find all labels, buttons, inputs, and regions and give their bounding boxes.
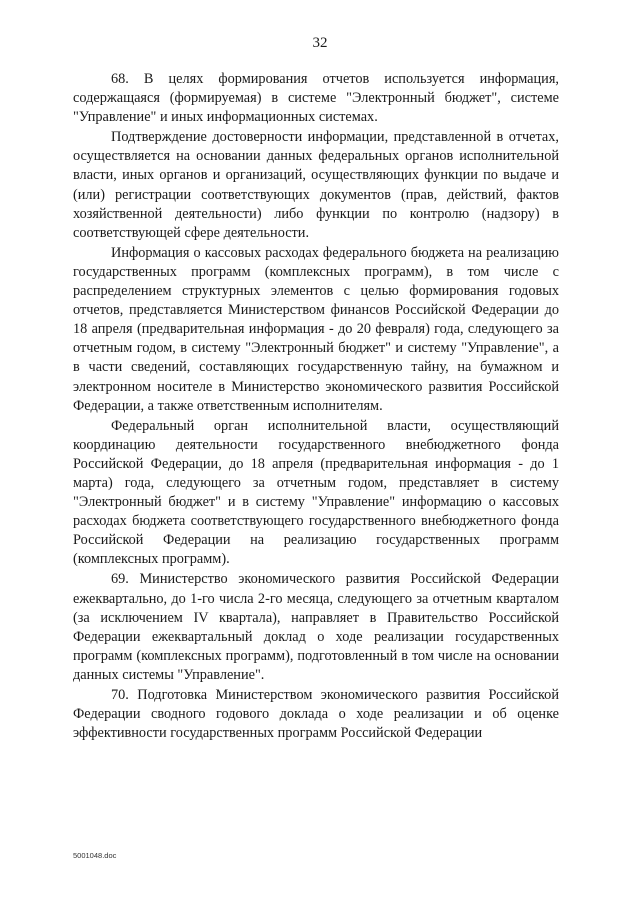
page-number: 32 [312,35,328,51]
footer-filename: 5001048.doc [73,851,117,860]
paragraph-70: 70. Подготовка Министерством экономического развития Российской Федерации сводного годового доклада о ходе реализации и об оценке эффективности государственных программ Российской Федерации [73,687,559,742]
paragraph-68: 68. В целях формирования отчетов используется информация, содержащаяся (формируемая) в системе "Электронный бюджет", системе "Управление" и иных информационных системах. [73,71,559,126]
document-body [73,70,559,744]
paragraph-verification: Подтверждение достоверности информации, представленной в отчетах, осуществляется на основании данных федеральных органов исполнительной власти, иных органов и организаций, осуществляющих функции по выдаче и (или) регистрации соответствующих документов (прав, действий, фактов хозяйственной деятельности) либо функции по контролю (надзору) в соответствующей сфере деятельности. [73,129,559,241]
paragraph-69: 69. Министерство экономического развития Российской Федерации ежеквартально, до 1-го числа 2-го месяца, следующего за отчетным кварталом (за исключением IV квартала), направляет в Правительство Российской Федерации ежеквартальный доклад о ходе реализации государственных программ (комплексных программ), подготовленный в том числе на основании данных системы "Управление". [73,571,559,683]
paragraph-extrabudgetary-fund: Федеральный орган исполнительной власти, осуществляющий координацию деятельности государственного внебюджетного фонда Российской Федерации, до 18 апреля (предварительная информация - до 1 марта) года, следующего за отчетным годом, представляет в систему "Электронный бюджет" и в систему "Управление" информацию о кассовых расходах бюджета соответствующего государственного внебюджетного фонда Российской Федерации на реализацию государственных программ (комплексных программ). [73,417,559,568]
paragraph-federal-budget-info: Информация о кассовых расходах федерального бюджета на реализацию государственных программ (комплексных программ), в том числе с распределением структурных элементов с целью формирования годовых отчетов, представляется Министерством финансов Российской Федерации до 18 апреля (предварительная информация - до 20 февраля) года, следующего за отчетным годом, в систему "Электронный бюджет" и систему "Управление", а в части сведений, составляющих государственную тайну, на бумажном и электронном носителе в Министерство экономического развития Российской Федерации, а также ответственным исполнителям. [73,244,559,414]
